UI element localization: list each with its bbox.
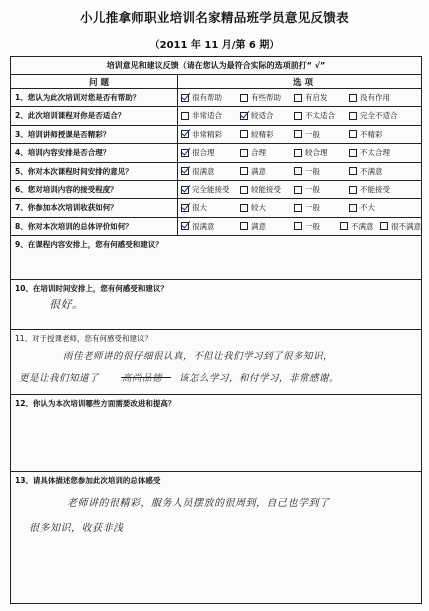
- option-label: 不能接受: [360, 185, 390, 194]
- option-label: 很满意: [192, 166, 215, 176]
- answer-11-line2b: 该怎么学习，和付学习，非常感谢。: [179, 373, 340, 384]
- option-label: 较合理: [305, 148, 328, 158]
- checkbox[interactable]: [240, 94, 248, 102]
- checkbox[interactable]: [240, 186, 248, 194]
- question-10: 10、在培训时间安排上，您有何感受和建议？: [15, 284, 168, 293]
- checked-checkbox[interactable]: [181, 222, 189, 230]
- option-label: 不太适合: [305, 111, 335, 121]
- option[interactable]: [349, 184, 390, 195]
- option-label: 一般: [305, 129, 320, 139]
- answer-13-line2: 很多知识，收获非浅: [29, 523, 124, 534]
- question-text: 5、你对本次课程时间安排的意见？: [15, 166, 133, 176]
- option-label: 不满意: [360, 166, 383, 176]
- checkbox[interactable]: [240, 130, 248, 138]
- option[interactable]: [380, 221, 421, 232]
- option-label: 没有作用: [360, 93, 390, 102]
- option[interactable]: [349, 92, 390, 103]
- option[interactable]: [349, 129, 383, 140]
- option[interactable]: [181, 184, 230, 195]
- option[interactable]: [294, 184, 320, 195]
- checkbox[interactable]: [294, 167, 302, 175]
- option-label: 满意: [251, 221, 266, 231]
- answer-13-line1: 老师讲的很精彩，服务人员摆放的很周到，自己也学到了: [67, 498, 330, 509]
- strikethrough-mark: [121, 377, 171, 378]
- checkbox[interactable]: [294, 204, 302, 212]
- form-title: 小儿推拿师职业培训名家精品班学员意见反馈表: [80, 10, 349, 25]
- checkbox[interactable]: [349, 167, 357, 175]
- question-9: 9、在课程内容安排上，您有何感受和建议？: [15, 240, 163, 249]
- option[interactable]: [294, 221, 320, 232]
- checked-checkbox[interactable]: [181, 130, 189, 138]
- checkbox[interactable]: [294, 94, 302, 102]
- question-text: 6、您对培训内容的接受程度？: [15, 185, 118, 194]
- option[interactable]: [181, 166, 215, 177]
- checked-checkbox[interactable]: [181, 186, 189, 194]
- option-label: 有启发: [305, 93, 328, 102]
- option[interactable]: [181, 202, 207, 213]
- question-text: 8、你对本次培训的总体评价如何？: [15, 221, 133, 231]
- option[interactable]: [349, 110, 398, 121]
- option-label: 非常精彩: [192, 129, 222, 139]
- option-label: 不太合理: [360, 148, 390, 158]
- checkbox[interactable]: [349, 204, 357, 212]
- option-label: 一般: [305, 185, 320, 194]
- option-label: 完全能接受: [192, 185, 230, 194]
- option[interactable]: [294, 147, 328, 158]
- option-label: 完全不适合: [360, 111, 398, 121]
- checked-checkbox[interactable]: [181, 167, 189, 175]
- checkbox[interactable]: [294, 112, 302, 120]
- option[interactable]: [181, 92, 222, 103]
- question-12: 12、你认为本次培训哪些方面需要改进和提高？: [15, 399, 176, 408]
- option[interactable]: [181, 129, 222, 140]
- option-label: 很满意: [192, 221, 215, 231]
- answer-10-handwriting: 很好。: [49, 298, 84, 311]
- option[interactable]: [240, 184, 281, 195]
- col-question-header: 问 题: [89, 78, 109, 88]
- checkbox[interactable]: [349, 112, 357, 120]
- instruction-row: 培训意见和建议反馈（请在您认为最符合实际的选项前打“ √”: [106, 61, 326, 70]
- option[interactable]: [240, 166, 266, 177]
- answer-11-line1: 雨佳老师讲的很仔细很认真，不但让我们学习到了很多知识，: [63, 351, 334, 362]
- checkbox[interactable]: [349, 149, 357, 157]
- checked-checkbox[interactable]: [181, 149, 189, 157]
- option[interactable]: [181, 147, 215, 158]
- checkbox[interactable]: [340, 222, 348, 230]
- option-label: 合理: [251, 148, 266, 158]
- option[interactable]: [294, 92, 328, 103]
- checkbox[interactable]: [380, 222, 388, 230]
- option-label: 很合理: [192, 148, 215, 158]
- option[interactable]: [294, 129, 320, 140]
- checkbox[interactable]: [294, 130, 302, 138]
- checkbox[interactable]: [240, 204, 248, 212]
- option-label: 非常适合: [192, 111, 222, 121]
- question-text: 7、你参加本次培训收获如何？: [15, 203, 118, 213]
- option-label: 较大: [251, 203, 266, 213]
- checkbox[interactable]: [349, 186, 357, 194]
- checkbox[interactable]: [349, 130, 357, 138]
- checked-checkbox[interactable]: [181, 204, 189, 212]
- option-label: 较精彩: [251, 129, 274, 139]
- option-label: 很大: [192, 203, 207, 213]
- question-13: 13、请具体描述您参加此次培训的总体感受: [15, 476, 161, 485]
- question-text: 2、此次培训课程对你是否适合？: [15, 111, 126, 121]
- option-label: 一般: [305, 166, 320, 176]
- question-text: 3、培训讲师授课是否精彩？: [15, 129, 111, 139]
- checked-checkbox[interactable]: [181, 94, 189, 102]
- option-label: 一般: [305, 221, 320, 231]
- option[interactable]: [240, 110, 274, 121]
- option[interactable]: [349, 166, 383, 177]
- checked-checkbox[interactable]: [240, 112, 248, 120]
- answer-11-line2a: 更是让我们知道了: [19, 373, 100, 384]
- option[interactable]: [294, 166, 320, 177]
- checkbox[interactable]: [240, 222, 248, 230]
- option-label: 一般: [305, 203, 320, 213]
- option-label: 满意: [251, 166, 266, 176]
- option-label: 不精彩: [360, 129, 383, 139]
- col-options-header: 选 项: [293, 78, 313, 88]
- checkbox[interactable]: [240, 149, 248, 157]
- option-label: 较适合: [251, 111, 274, 121]
- option-label: 不大: [360, 203, 375, 213]
- option[interactable]: [349, 147, 390, 158]
- option[interactable]: [181, 110, 222, 121]
- option[interactable]: [240, 129, 274, 140]
- checkbox[interactable]: [181, 112, 189, 120]
- option-label: 很不满意: [391, 221, 421, 231]
- checkbox[interactable]: [240, 167, 248, 175]
- form-subtitle: （2011 年 11 月/第 6 期）: [149, 40, 280, 51]
- checkbox[interactable]: [294, 186, 302, 194]
- option[interactable]: [294, 110, 335, 121]
- option-label: 不满意: [351, 221, 374, 231]
- feedback-table: [10, 56, 422, 604]
- checkbox[interactable]: [294, 149, 302, 157]
- option[interactable]: [240, 92, 281, 103]
- option-label: 有些帮助: [251, 93, 281, 102]
- option-label: 较能接受: [251, 185, 281, 194]
- column-divider: [177, 75, 178, 235]
- question-text: 4、培训内容安排是否合理？: [15, 148, 111, 158]
- option[interactable]: [240, 221, 266, 232]
- option[interactable]: [294, 202, 320, 213]
- option[interactable]: [181, 221, 215, 232]
- checkbox[interactable]: [294, 222, 302, 230]
- checkbox[interactable]: [349, 94, 357, 102]
- option[interactable]: [240, 202, 266, 213]
- answer-11-struck-words: 高尚品德: [122, 373, 163, 384]
- option[interactable]: [340, 221, 374, 232]
- option[interactable]: [349, 202, 375, 213]
- question-11: 11、对于授课老师，您有何感受和建议？: [15, 334, 153, 343]
- question-text: 1、您认为此次培训对您是否有帮助？: [15, 93, 141, 102]
- option-label: 很有帮助: [192, 93, 222, 102]
- option[interactable]: [240, 147, 266, 158]
